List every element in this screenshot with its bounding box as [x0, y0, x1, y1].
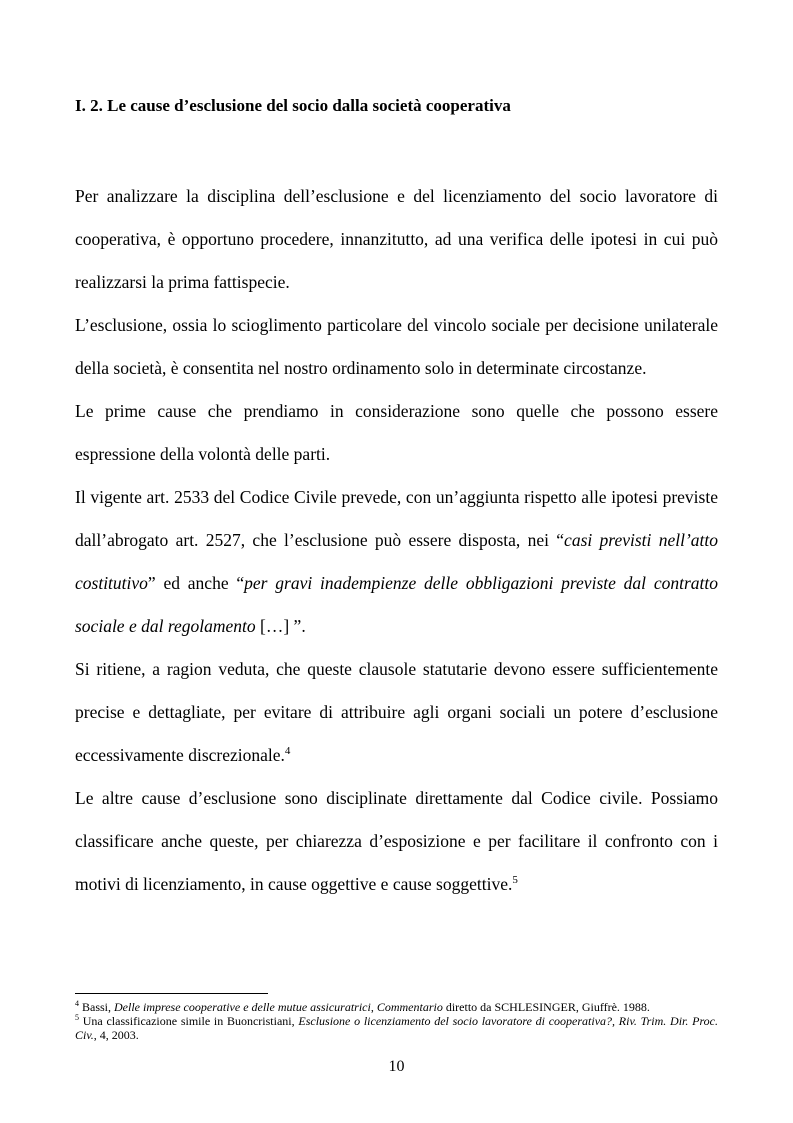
footnote-separator	[75, 993, 268, 994]
footnote-text: Una classificazione simile in Buoncristiani,	[79, 1014, 299, 1028]
paragraph	[75, 777, 718, 906]
footnote-number: 4	[75, 999, 79, 1008]
footnote-number: 5	[75, 1013, 79, 1022]
paragraph-text: Si ritiene, a ragion veduta, che queste clausole statutarie devono essere sufficientemente precise e dettagliate, per evitare di attribuire agli organi sociali un potere d’esclusione eccessivamente discrezionale.	[75, 659, 718, 765]
paragraph-text: […] ”.	[255, 616, 306, 636]
section-heading: I. 2. Le cause d’esclusione del socio dalla società cooperativa	[75, 96, 511, 115]
footnote-4	[75, 1000, 718, 1014]
footnote-5	[75, 1014, 718, 1042]
paragraph	[75, 648, 718, 777]
footnote-title: Esclusione o licenziamento del socio lavoratore di cooperativa?, Riv. Trim. Dir. Proc. Civ.	[75, 1014, 718, 1042]
footnote-text: diretto da SCHLESINGER, Giuffrè. 1988.	[442, 1000, 650, 1014]
footnote-title: Commentario	[376, 1000, 443, 1014]
footnote-ref: 4	[284, 745, 291, 758]
paragraph-text: ” ed anche “	[147, 573, 245, 593]
footnote-text: ,	[370, 1000, 377, 1014]
paragraph: L’esclusione, ossia lo scioglimento particolare del vincolo sociale per decisione unilaterale della società, è consentita nel nostro ordinamento solo in determinate circostanze.	[75, 315, 718, 378]
page-number: 10	[388, 1058, 405, 1075]
footnote-text: , 4, 2003.	[93, 1028, 139, 1042]
body-text	[75, 175, 718, 906]
footnote-title: Delle imprese cooperative e delle mutue assicuratrici	[114, 1000, 371, 1014]
paragraph-text: Il vigente art. 2533 del Codice Civile prevede, con un’aggiunta rispetto alle ipotesi previste dall’abrogato art. 2527, che l’esclusione può essere disposta, nei “	[75, 487, 718, 550]
paragraph-text: Le altre cause d’esclusione sono disciplinate direttamente dal Codice civile. Possiamo classificare anche queste, per chiarezza d’esposizione e per facilitare il confronto con i motivi di licenziamento, in cause oggettive e cause soggettive.	[75, 788, 718, 894]
quoted-text: casi previsti nell’atto costitutivo	[75, 530, 718, 593]
footnotes	[75, 1000, 718, 1042]
footnote-text: Bassi,	[79, 1000, 115, 1014]
footnote-ref: 5	[512, 874, 518, 887]
paragraph	[75, 476, 718, 648]
paragraph: Le prime cause che prendiamo in considerazione sono quelle che possono essere espressione della volontà delle parti.	[75, 401, 718, 464]
quoted-text: per gravi inadempienze delle obbligazioni previste dal contratto sociale e dal regolamento	[75, 573, 718, 636]
paragraph: Per analizzare la disciplina dell’esclusione e del licenziamento del socio lavoratore di cooperativa, è opportuno procedere, innanzitutto, ad una verifica delle ipotesi in cui può realizzarsi la prima fattispecie.	[75, 186, 718, 292]
